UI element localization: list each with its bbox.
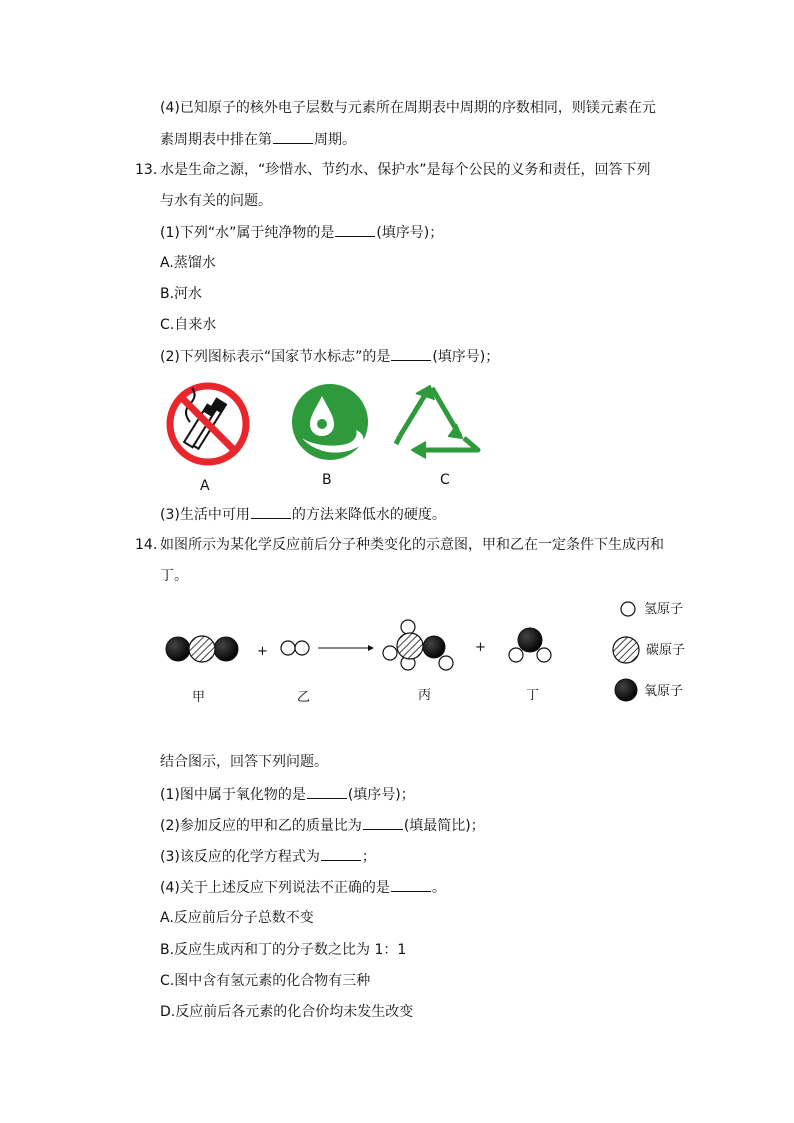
q13-option-b: B.河水 (160, 286, 203, 302)
q14-number: 14. (135, 537, 158, 553)
reaction-arrow (318, 645, 374, 651)
plus-sign-1: + (257, 644, 268, 659)
q14-part3-pre: (3)该反应的化学方程式为 (160, 849, 320, 865)
q14-part2-post: (填最简比)； (403, 818, 485, 834)
molecule-ding (509, 628, 551, 662)
q14-part1 (160, 784, 415, 805)
q13-part2 (160, 346, 499, 367)
legend (613, 602, 685, 701)
q13-part3 (160, 504, 446, 525)
answer-blank[interactable] (273, 129, 313, 144)
legend-hydrogen: 氢原子 (644, 602, 684, 617)
recycle-icon (396, 386, 478, 458)
label-bing: 丙 (418, 688, 432, 703)
q14-option-a: A.反应前后分子总数不变 (160, 910, 314, 926)
q12-part4-line2 (160, 129, 356, 150)
q13-stem-line1: 水是生命之源，“珍惜水、节约水、保护水”是每个公民的义务和责任，回答下列 (160, 162, 651, 178)
answer-blank[interactable] (251, 504, 291, 519)
icon-label-b: B (322, 472, 332, 488)
q13-part2-pre: (2)下列图标表示“国家节水标志”的是 (160, 349, 391, 365)
q13-stem-line2: 与水有关的问题。 (160, 193, 272, 209)
q14-part1-pre: (1)图中属于氧化物的是 (160, 787, 306, 803)
label-yi: 乙 (297, 690, 311, 705)
icon-label-c: C (440, 472, 450, 488)
q14-part3 (160, 846, 376, 867)
q14-option-c: C.图中含有氢元素的化合物有三种 (160, 973, 371, 989)
legend-carbon: 碳原子 (646, 643, 686, 658)
answer-blank[interactable] (363, 815, 403, 830)
no-smoking-icon (170, 386, 246, 462)
legend-oxygen: 氧原子 (644, 684, 684, 699)
q13-option-a: A.蒸馏水 (160, 255, 216, 271)
q14-part4-pre: (4)关于上述反应下列说法不正确的是 (160, 880, 390, 896)
answer-blank[interactable] (321, 846, 361, 861)
q14-stem-line2: 丁。 (160, 568, 188, 584)
q14-part3-post: ； (361, 849, 376, 865)
q13-part3-post: 的方法来降低水的硬度。 (291, 507, 446, 523)
water-saving-icon (292, 384, 368, 460)
q13-part2-post: (填序号)； (432, 349, 500, 365)
q12-part4-line1: (4)已知原子的核外电子层数与元素所在周期表中周期的序数相同，则镁元素在元 (160, 100, 656, 116)
plus-sign-2: + (475, 640, 486, 655)
q14-intro: 结合图示，回答下列问题。 (160, 754, 328, 770)
reaction-diagram (160, 595, 720, 715)
q13-number: 13. (135, 162, 158, 178)
q14-option-b: B.反应生成丙和丁的分子数之比为 1：1 (160, 942, 407, 958)
q14-stem-line1: 如图所示为某化学反应前后分子种类变化的示意图，甲和乙在一定条件下生成丙和 (160, 537, 664, 553)
icon-label-a: A (200, 478, 210, 494)
q13-part1-post: (填序号)； (376, 225, 444, 241)
q13-part1-pre: (1)下列“水”属于纯净物的是 (160, 225, 335, 241)
molecule-bing (383, 620, 453, 670)
label-jia: 甲 (192, 690, 206, 705)
answer-blank[interactable] (391, 877, 431, 892)
q14-part4-post: 。 (431, 880, 446, 896)
q13-option-c: C.自来水 (160, 317, 217, 333)
answer-blank[interactable] (335, 222, 375, 237)
q12-part4-pre: 素周期表中排在第 (160, 132, 272, 148)
q14-part2-pre: (2)参加反应的甲和乙的质量比为 (160, 818, 362, 834)
answer-blank[interactable] (391, 346, 431, 361)
answer-blank[interactable] (307, 784, 347, 799)
q14-part4 (160, 877, 446, 898)
molecule-jia (166, 636, 238, 662)
molecule-yi (281, 641, 309, 655)
q14-part1-post: (填序号)； (347, 787, 415, 803)
q14-option-d: D.反应前后各元素的化合价均未发生改变 (160, 1004, 414, 1020)
q13-part3-pre: (3)生活中可用 (160, 507, 250, 523)
q13-part1 (160, 222, 443, 243)
label-ding: 丁 (526, 688, 540, 703)
q13-icons (160, 378, 490, 498)
q14-part2 (160, 815, 485, 836)
q12-part4-post: 周期。 (314, 132, 356, 148)
